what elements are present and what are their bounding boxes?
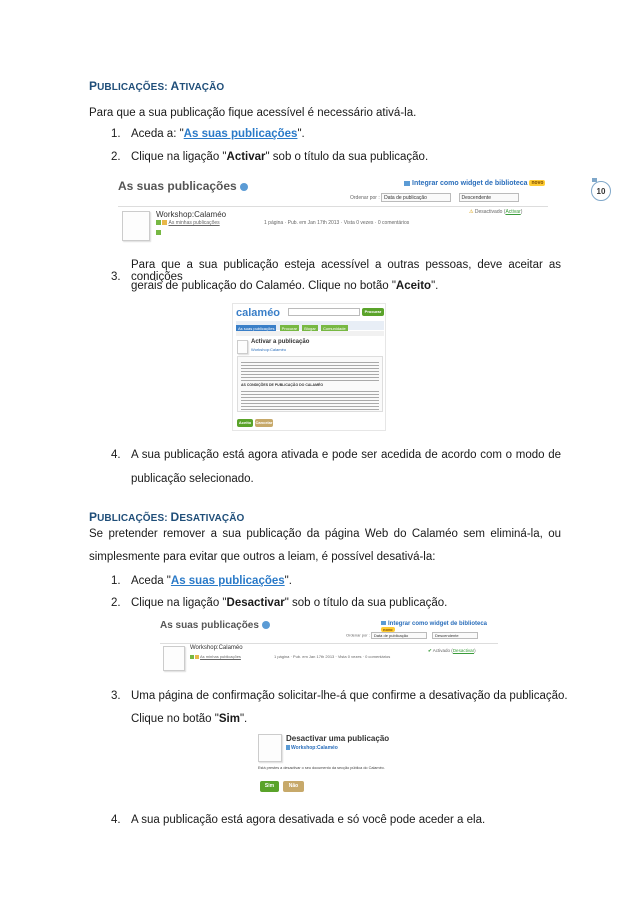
publication-thumbnail-2[interactable] [163,646,185,671]
divider [118,206,548,207]
yes-button[interactable]: Sim [260,781,279,792]
widget-icon [404,181,410,186]
publication-folder: As minhas publicações [156,220,220,226]
widget-icon-2 [381,621,386,625]
activation-intro: Para que a sua publicação fique acessível é necessário ativá-la. [89,107,417,119]
screenshot-deactivate-confirm [256,732,406,796]
terms-section-label: AS CONDIÇÕES DE PUBLICAÇÃO DO CALAMÉO [241,383,324,387]
publication-thumbnail[interactable] [122,211,150,241]
accept-button[interactable]: Aceito [238,420,252,425]
new-badge: novo [531,180,544,187]
no-button[interactable]: Não [283,781,304,792]
publications-title: As suas publicações [118,179,248,193]
order-select-2[interactable]: Data de publicação [371,632,427,639]
order-controls-2: Ordenar por : Data de publicação Descendente [346,632,478,639]
order-controls: Ordenar por : Data de publicação Descendente [350,193,519,202]
section-heading-deactivation: PUBLICAÇÕES: DESATIVAÇÃO [89,510,245,524]
divider-2 [160,643,498,644]
subnav-bar [236,331,384,336]
search-button[interactable]: Procurar [362,308,384,316]
confirm-thumbnail [258,734,282,762]
publication-title-2[interactable]: Workshop:Calaméo [190,645,243,651]
activation-step-3-line1: 3.Para que a sua publicação esteja acessível a outras pessoas, deve aceitar as condições [111,259,561,283]
activation-step-1: 1. Aceda a: "As suas publicações". [111,128,305,140]
deactivation-intro-line2: simplesmente para evitar que outros a leiam, é possível desativá-la: [89,551,436,563]
calameo-logo: calaméo [236,307,281,319]
activation-step-4-line1: 4. A sua publicação está agora ativada e pode ser acedida de acordo com o modo de [111,449,561,461]
warning-icon: ⚠ [469,209,474,215]
deactivation-step-3-line2: Clique no botão "Sim". [131,713,248,725]
confirm-title: Desactivar uma publicação [286,734,390,743]
publication-title[interactable]: Workshop:Calaméo [156,210,227,219]
deactivation-status: ✔ Activado (Desactivar) [428,648,476,653]
check-icon: ✔ [428,648,432,653]
widget-link-2[interactable]: Integrar como widget de biblioteca novo [383,621,488,632]
terms-text-lines-2 [241,389,379,410]
status-icon-2 [190,655,194,659]
help-icon [240,183,248,191]
terms-text-lines [241,360,379,382]
deactivation-step-4: 4. A sua publicação está agora desativada e só você pode aceder a ela. [111,814,486,826]
confirm-pub-ref: Workshop:Calaméo [286,745,338,751]
doc-icon [286,745,290,750]
publications-title-2: As suas publicações [160,620,270,631]
cancel-button[interactable]: Cancelar [255,420,273,425]
section-heading-activation: PUBLICAÇÕES: ATIVAÇÃO [89,79,225,93]
search-input[interactable] [288,308,360,316]
deactivation-step-3-line1: 3. Uma página de confirmação solicitar-lhe-á que confirme a desativação da publicação. [111,690,568,702]
activation-status: ⚠ Desactivado (Activar) [469,209,523,215]
deactivation-intro-line1: Se pretender remover a sua publicação da página Web do Calaméo sem eliminá-la, ou [89,528,561,540]
page-number: 10 [596,186,606,196]
screenshot-publications-list-deactivate [156,618,502,674]
dialog-pub-ref: Workshop:Calaméo [251,347,287,352]
nav-tabs [236,321,384,330]
publication-folder-2: As minhas publicações [190,654,241,659]
widget-link[interactable]: Integrar como widget de biblioteca novo [404,180,545,187]
tab-publications[interactable]: As suas publicações [238,326,275,331]
tab-blog[interactable]: Blogar [304,326,316,331]
folder-icon [162,220,167,225]
link-as-suas-publicacoes-2[interactable]: As suas publicações [170,575,285,587]
new-badge-2: novo [383,627,393,632]
terms-box [237,356,383,412]
activate-link[interactable]: Activar [505,209,521,215]
direction-select[interactable]: Descendente [459,193,519,202]
status-icon [156,220,161,225]
dialog-thumbnail [237,340,248,354]
tab-search[interactable]: Procurar [281,326,298,331]
row-checkbox[interactable] [156,230,161,235]
help-icon-2 [262,621,270,629]
folder-icon-2 [195,655,199,659]
page-number-badge [591,181,611,201]
deactivate-link[interactable]: Desactivar [452,648,475,653]
direction-select-2[interactable]: Descendente [432,632,478,639]
deactivation-step-2: 2. Clique na ligação "Desactivar" sob o título da sua publicação. [111,597,448,609]
deactivation-step-1: 1. Aceda "As suas publicações". [111,575,292,587]
tab-community[interactable]: Comunidade [322,326,346,331]
screenshot-activate-dialog [232,303,386,431]
confirm-message: Está prestes a desactivar o seu documento da secção pública do Calaméo. [258,766,385,770]
order-select[interactable]: Data de publicação [381,193,451,202]
publication-meta: 1 página · Pub. em Jan 17th 2013 · Vista 0 vezes · 0 comentários [264,220,410,226]
activation-step-2: 2. Clique na ligação "Activar" sob o título da sua publicação. [111,151,429,163]
screenshot-publications-list-activate [114,176,554,244]
dialog-title: Activar a publicação [251,339,310,345]
link-as-suas-publicacoes[interactable]: As suas publicações [183,128,298,140]
publication-meta-2: 1 página · Pub. em Jan 17th 2013 · Vista 0 vezes · 0 comentários [274,654,391,659]
activation-step-3-line2: gerais de publicação do Calaméo. Clique no botão "Aceito". [131,280,439,292]
activation-step-4-line2: publicação selecionado. [131,473,254,485]
